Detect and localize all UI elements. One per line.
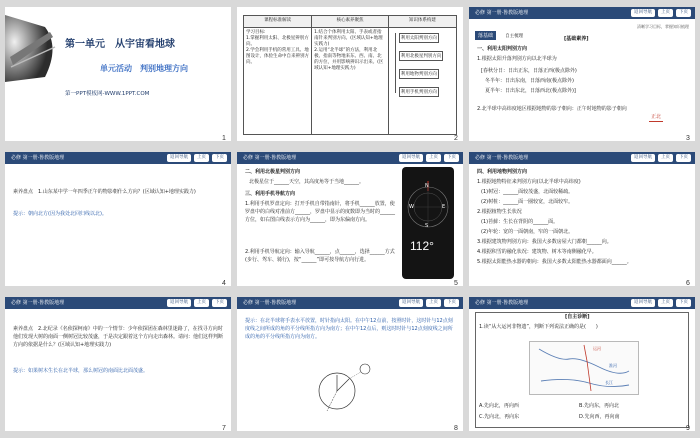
slide-thumbnail-4[interactable] [5, 152, 231, 286]
compass-letter-s: S [425, 223, 429, 229]
knowledge-node: 利用北极星判别方向 [399, 51, 444, 61]
body-line: 3.根据建筑物判别方向：我国大多数房屋大门都朝______向。 [477, 239, 612, 245]
slide-header [469, 297, 695, 309]
next-page-button[interactable]: 下页 [676, 154, 691, 162]
slide-thumbnail-3[interactable] [469, 7, 695, 141]
next-page-button[interactable]: 下页 [444, 299, 459, 307]
prev-page-button[interactable]: 上页 [194, 299, 209, 307]
hint-text: 提示：朝向北方(因为我处北回归线以北)。 [13, 211, 107, 217]
slide-number: 8 [454, 425, 458, 432]
slide-number: 6 [686, 280, 690, 287]
question-text: 素养盘点 1.山东某中学一年四季正午的物影朝什么方向？(区域认知+地理实践力) [13, 189, 196, 195]
knowledge-node: 利用太阳判别方向 [399, 33, 439, 43]
section-note: 清晰学习目标，掌握知识梳理 [637, 24, 689, 29]
slide-source-text: 第一PPT模板网-WWW.1PPT.COM [65, 91, 150, 97]
body-line: 夏半年：日出东北，日落西北(极点除外)] [485, 88, 576, 94]
body-line: (2)年轮：宽的一面朝南，窄的一面朝北。 [481, 229, 574, 235]
course-title: 必修 第一册·鲁教版地理 [11, 300, 65, 306]
watch-sun-diagram [309, 359, 379, 419]
slide-thumbnail-2[interactable] [237, 7, 463, 141]
question-text: 1.读“从大运河非物遗”，判断下列说法正确的是( ) [479, 324, 598, 330]
map-label: 淮河 [609, 363, 617, 368]
body-line: [春秋分日：日出正东，日落正西(极点除外) [481, 68, 577, 74]
phone-compass-image [402, 167, 454, 279]
back-nav-button[interactable]: 返回导航 [399, 299, 423, 307]
knowledge-map [388, 28, 456, 135]
back-nav-button[interactable]: 返回导航 [631, 154, 655, 162]
map-label: 运河 [593, 346, 601, 351]
slide-thumbnail-5[interactable] [237, 152, 463, 286]
table-cell: 1.结合个体利用太阳、手表或者指南针来判别方向。(区域认知+地理实践力) 2.运用“北半球”的方法，利用北极、指南等物地来东、西、南、北的方位，并用影响辨识示出来。(区域认知+地理实践力) [312, 28, 389, 135]
slide-number: 4 [222, 280, 226, 287]
topic-heading: 三、利用手机导航方向 [245, 191, 296, 197]
slide-thumbnail-7[interactable] [5, 297, 231, 431]
body-line: (1)树冠：______面较茂盛，北面较稀疏。 [481, 189, 574, 195]
slide-number: 3 [686, 135, 690, 142]
slide-number: 2 [454, 135, 458, 142]
back-nav-button[interactable]: 返回导航 [631, 299, 655, 307]
slide-thumbnail-1[interactable] [5, 7, 231, 141]
next-page-button[interactable]: 下页 [212, 299, 227, 307]
slide-thumbnail-8[interactable] [237, 297, 463, 431]
map-label: 长江 [605, 380, 613, 385]
body-line: (2)树桩：______面一圈较宽，北面较窄。 [481, 199, 574, 205]
prev-page-button[interactable]: 上页 [426, 154, 441, 162]
option-d[interactable]: D.先向西，再向南 [579, 414, 620, 420]
table-header: 核心素养聚焦 [312, 16, 389, 28]
cover-image [5, 7, 65, 141]
slide-thumbnail-6[interactable] [469, 152, 695, 286]
back-nav-button[interactable]: 返回导航 [399, 154, 423, 162]
compass-reading: 112° [410, 239, 434, 253]
body-line: 2.北半球中高纬度地区根据地物的影子朝向：正午时地物的影子朝向 [477, 106, 627, 112]
body-line: 4.根据积雪的融化状况：建筑物、树木等南侧融化早。 [477, 249, 597, 255]
compass-letter-n: N [425, 183, 429, 189]
next-page-button[interactable]: 下页 [676, 9, 691, 17]
slide-header [237, 297, 463, 309]
body-line: 1.根据太阳升落判别方向以北半球为 [477, 56, 557, 62]
slide-header [469, 7, 695, 19]
hint-text: 提示：在北半球将手表水平放置，时针指向太阳。在中午12点前，按照时针，这时针与12点刻度线之间所成的角的平分线所指方向为南方；在中午12点后，则这时时针与12点刻度线之间所成的角的平分线所指方向为南方。 [245, 318, 453, 340]
slide-subtitle: 单元活动 判别地理方向 [100, 64, 188, 73]
slide-header [469, 152, 695, 164]
course-title: 必修 第一册·鲁教版地理 [243, 155, 297, 161]
slide-header [5, 297, 231, 309]
course-title: 必修 第一册·鲁教版地理 [475, 155, 529, 161]
prev-page-button[interactable]: 上页 [426, 299, 441, 307]
slide-header [237, 152, 463, 164]
table-cell: 学习目标: 1.掌握利用太阳、北极星辨别方向。 2.学会利用手机的常用工具、地图设计，体验生命中自来辨别方向。 [244, 28, 312, 135]
panel-title: [自主诊断] [565, 314, 590, 320]
body-line: 2.根据植物生长状况 [477, 209, 522, 215]
slide-number: 7 [222, 425, 226, 432]
slide-number: 5 [454, 280, 458, 287]
body-line: 2.利用手机导航定向：输入导航______，点______，选择______方式(步行、驾车、骑行)，按“______”即可按导航方向行进。 [245, 249, 395, 263]
course-standards-table [243, 15, 457, 135]
section-tag: 落基础 自主梳理 [475, 22, 523, 41]
option-a[interactable]: A.先向北，再向西 [479, 403, 519, 409]
course-title: 必修 第一册·鲁教版地理 [243, 300, 297, 306]
prev-page-button[interactable]: 上页 [658, 299, 673, 307]
slide-title: 第一单元 从宇宙看地球 [65, 39, 175, 50]
topic-heading: 一、利用太阳判别方向 [477, 46, 528, 52]
option-c[interactable]: C.先向北，再向东 [479, 414, 520, 420]
topic-heading: 二、利用北极星判别方向 [245, 169, 301, 175]
subsection-title: [基础素养] [564, 36, 589, 42]
next-page-button[interactable]: 下页 [212, 154, 227, 162]
prev-page-button[interactable]: 上页 [658, 9, 673, 17]
slide-number: 1 [222, 135, 226, 142]
prev-page-button[interactable]: 上页 [658, 154, 673, 162]
topic-heading: 四、利用地物判别方向 [477, 169, 528, 175]
answer-blank: 正北 [651, 114, 662, 120]
option-b[interactable]: B.先向东，再向北 [579, 403, 620, 409]
body-line: 冬半年：日出东南，日落西南(极点除外) [485, 78, 574, 84]
slide-number: 9 [686, 425, 690, 432]
back-nav-button[interactable]: 返回导航 [167, 154, 191, 162]
hint-text: 提示：如果树木生长在北半球，那么树冠的南面比北面茂盛。 [13, 368, 149, 374]
course-title: 必修 第一册·鲁教版地理 [475, 10, 529, 16]
body-line: (1)苔藓：生长在背阴的______面。 [481, 219, 559, 225]
knowledge-node: 利用地物判别方向 [399, 69, 439, 79]
prev-page-button[interactable]: 上页 [194, 154, 209, 162]
back-nav-button[interactable]: 返回导航 [631, 9, 655, 17]
compass-letter-w: W [409, 204, 414, 210]
body-line: 1.根据地物特征来判别方向(以北半球中高纬度) [477, 179, 581, 185]
next-page-button[interactable]: 下页 [676, 299, 691, 307]
body-line: 1.利用手机罗盘定向：打开手机自带指南针，将手机______放置，使罗盘中的白线对准前方______，罗盘中显示的度数即为当时的______方位，如右图白线表示方向为______，即为东偏南方向。 [245, 201, 396, 223]
course-title: 必修 第一册·鲁教版地理 [475, 300, 529, 306]
table-header: 知识体系构建 [388, 16, 456, 28]
slide-header [5, 152, 231, 164]
body-line: 北极星位于______天空，其高度角等于当地______。 [249, 179, 365, 185]
body-line: 5.根据太阳能热水器的朝向：我国大多数太阳能热水器都面向______。 [477, 259, 632, 265]
course-title: 必修 第一册·鲁教版地理 [11, 155, 65, 161]
table-header: 课程标准解读 [244, 16, 312, 28]
compass-letter-e: E [442, 204, 446, 210]
back-nav-button[interactable]: 返回导航 [167, 299, 191, 307]
question-text: 素养盘点 2.北纪录《名侦探柯南》中的一个情节：少年侦探团在森林里迷路了，在找寻方向时他们发现大树的南面一侧树冠比较茂盛，于是决定跟着这个方向走出森林。请问：他们这样判断方向的依据是什么？(区域认知+地理实践力) [13, 326, 224, 348]
knowledge-node: 利用手机判别方向 [399, 87, 439, 97]
slide-thumbnail-9[interactable] [469, 297, 695, 431]
next-page-button[interactable]: 下页 [444, 154, 459, 162]
canal-map [529, 341, 639, 395]
